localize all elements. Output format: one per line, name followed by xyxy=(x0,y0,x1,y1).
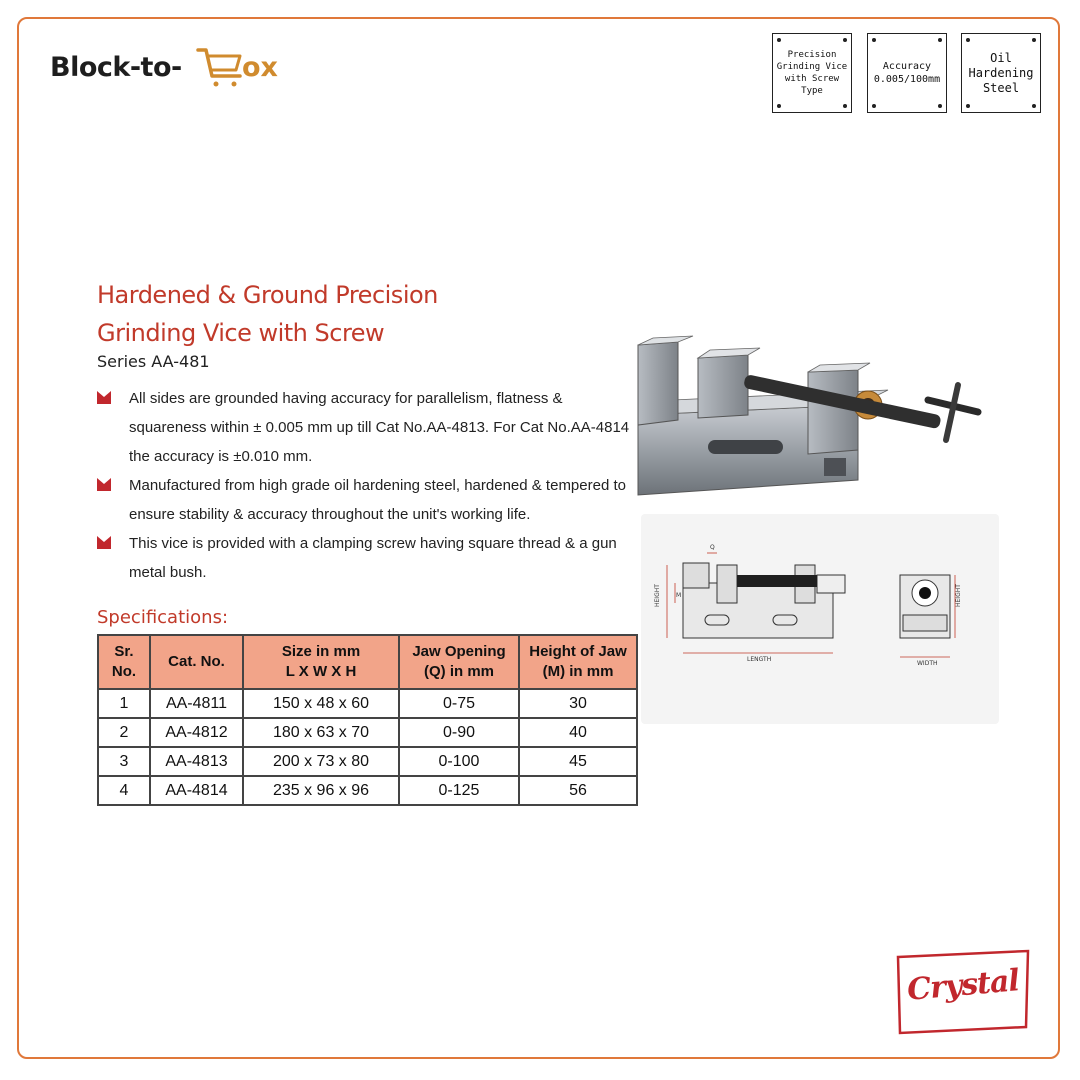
table-row xyxy=(98,776,637,805)
drawing-label-q: Q xyxy=(710,544,715,551)
cell-size: 200 x 73 x 80 xyxy=(243,747,399,776)
cell-cat: AA-4813 xyxy=(150,747,243,776)
specifications-heading: Specifications: xyxy=(97,607,229,628)
cell-cat: AA-4814 xyxy=(150,776,243,805)
badge-oil-hardening xyxy=(961,33,1041,113)
cell-jaw: 0-100 xyxy=(399,747,519,776)
title-line-2: Grinding Vice with Screw xyxy=(97,319,385,347)
cell-height: 56 xyxy=(519,776,637,805)
cell-sr: 1 xyxy=(98,689,150,718)
feature-item: All sides are grounded having accuracy for parallelism, flatness & squareness within ± 0.005 mm up till Cat No.AA-4813. For Cat No.AA-4814 the accuracy is ±0.010 mm. xyxy=(97,384,637,471)
specifications-table xyxy=(97,634,638,806)
shopping-cart-icon xyxy=(196,44,244,90)
header-jaw-opening: Jaw Opening (Q) in mm xyxy=(399,635,519,689)
table-row xyxy=(98,718,637,747)
title-line-1: Hardened & Ground Precision xyxy=(97,281,438,309)
header-size: Size in mm L X W X H xyxy=(243,635,399,689)
badge-precision-vice xyxy=(772,33,852,113)
cell-height: 30 xyxy=(519,689,637,718)
technical-drawing xyxy=(655,535,985,685)
cell-height: 40 xyxy=(519,718,637,747)
red-chevron-icon xyxy=(97,536,111,549)
cell-sr: 3 xyxy=(98,747,150,776)
header-sr-no: Sr. No. xyxy=(98,635,150,689)
cell-size: 180 x 63 x 70 xyxy=(243,718,399,747)
cell-jaw: 0-90 xyxy=(399,718,519,747)
drawing-label-length: LENGTH xyxy=(747,656,772,663)
drawing-label-m: M xyxy=(676,592,682,599)
header-cat-no: Cat. No. xyxy=(150,635,243,689)
series-label: Series AA-481 xyxy=(97,352,210,371)
badge-label: Accuracy 0.005/100mm xyxy=(873,61,941,85)
table-row xyxy=(98,689,637,718)
badge-label: Precision Grinding Vice with Screw Type xyxy=(776,50,848,96)
feature-item: This vice is provided with a clamping screw having square thread & a gun metal bush. xyxy=(97,529,637,587)
red-chevron-icon xyxy=(97,391,111,404)
table-header-row xyxy=(98,635,637,689)
feature-list xyxy=(97,384,637,587)
cell-size: 235 x 96 x 96 xyxy=(243,776,399,805)
drawing-label-height: HEIGHT xyxy=(654,584,661,607)
drawing-label-height-side: HEIGHT xyxy=(955,584,962,607)
badge-label: Oil Hardening Steel xyxy=(968,50,1034,95)
logo-suffix: ox xyxy=(242,52,278,83)
cell-sr: 4 xyxy=(98,776,150,805)
cell-sr: 2 xyxy=(98,718,150,747)
feature-item: Manufactured from high grade oil hardening steel, hardened & tempered to ensure stability & accuracy throughout the unit's working life. xyxy=(97,471,637,529)
cell-height: 45 xyxy=(519,747,637,776)
header-jaw-height: Height of Jaw (M) in mm xyxy=(519,635,637,689)
logo-text: Block-to- xyxy=(50,52,182,83)
cell-size: 150 x 48 x 60 xyxy=(243,689,399,718)
table-row xyxy=(98,747,637,776)
product-title xyxy=(97,276,497,352)
crystal-logo-text: Crystal xyxy=(905,963,1021,1008)
cell-cat: AA-4812 xyxy=(150,718,243,747)
red-chevron-icon xyxy=(97,478,111,491)
badge-accuracy xyxy=(867,33,947,113)
drawing-label-width: WIDTH xyxy=(917,660,938,667)
cell-jaw: 0-75 xyxy=(399,689,519,718)
cell-cat: AA-4811 xyxy=(150,689,243,718)
cell-jaw: 0-125 xyxy=(399,776,519,805)
vice-product-image xyxy=(628,330,998,510)
